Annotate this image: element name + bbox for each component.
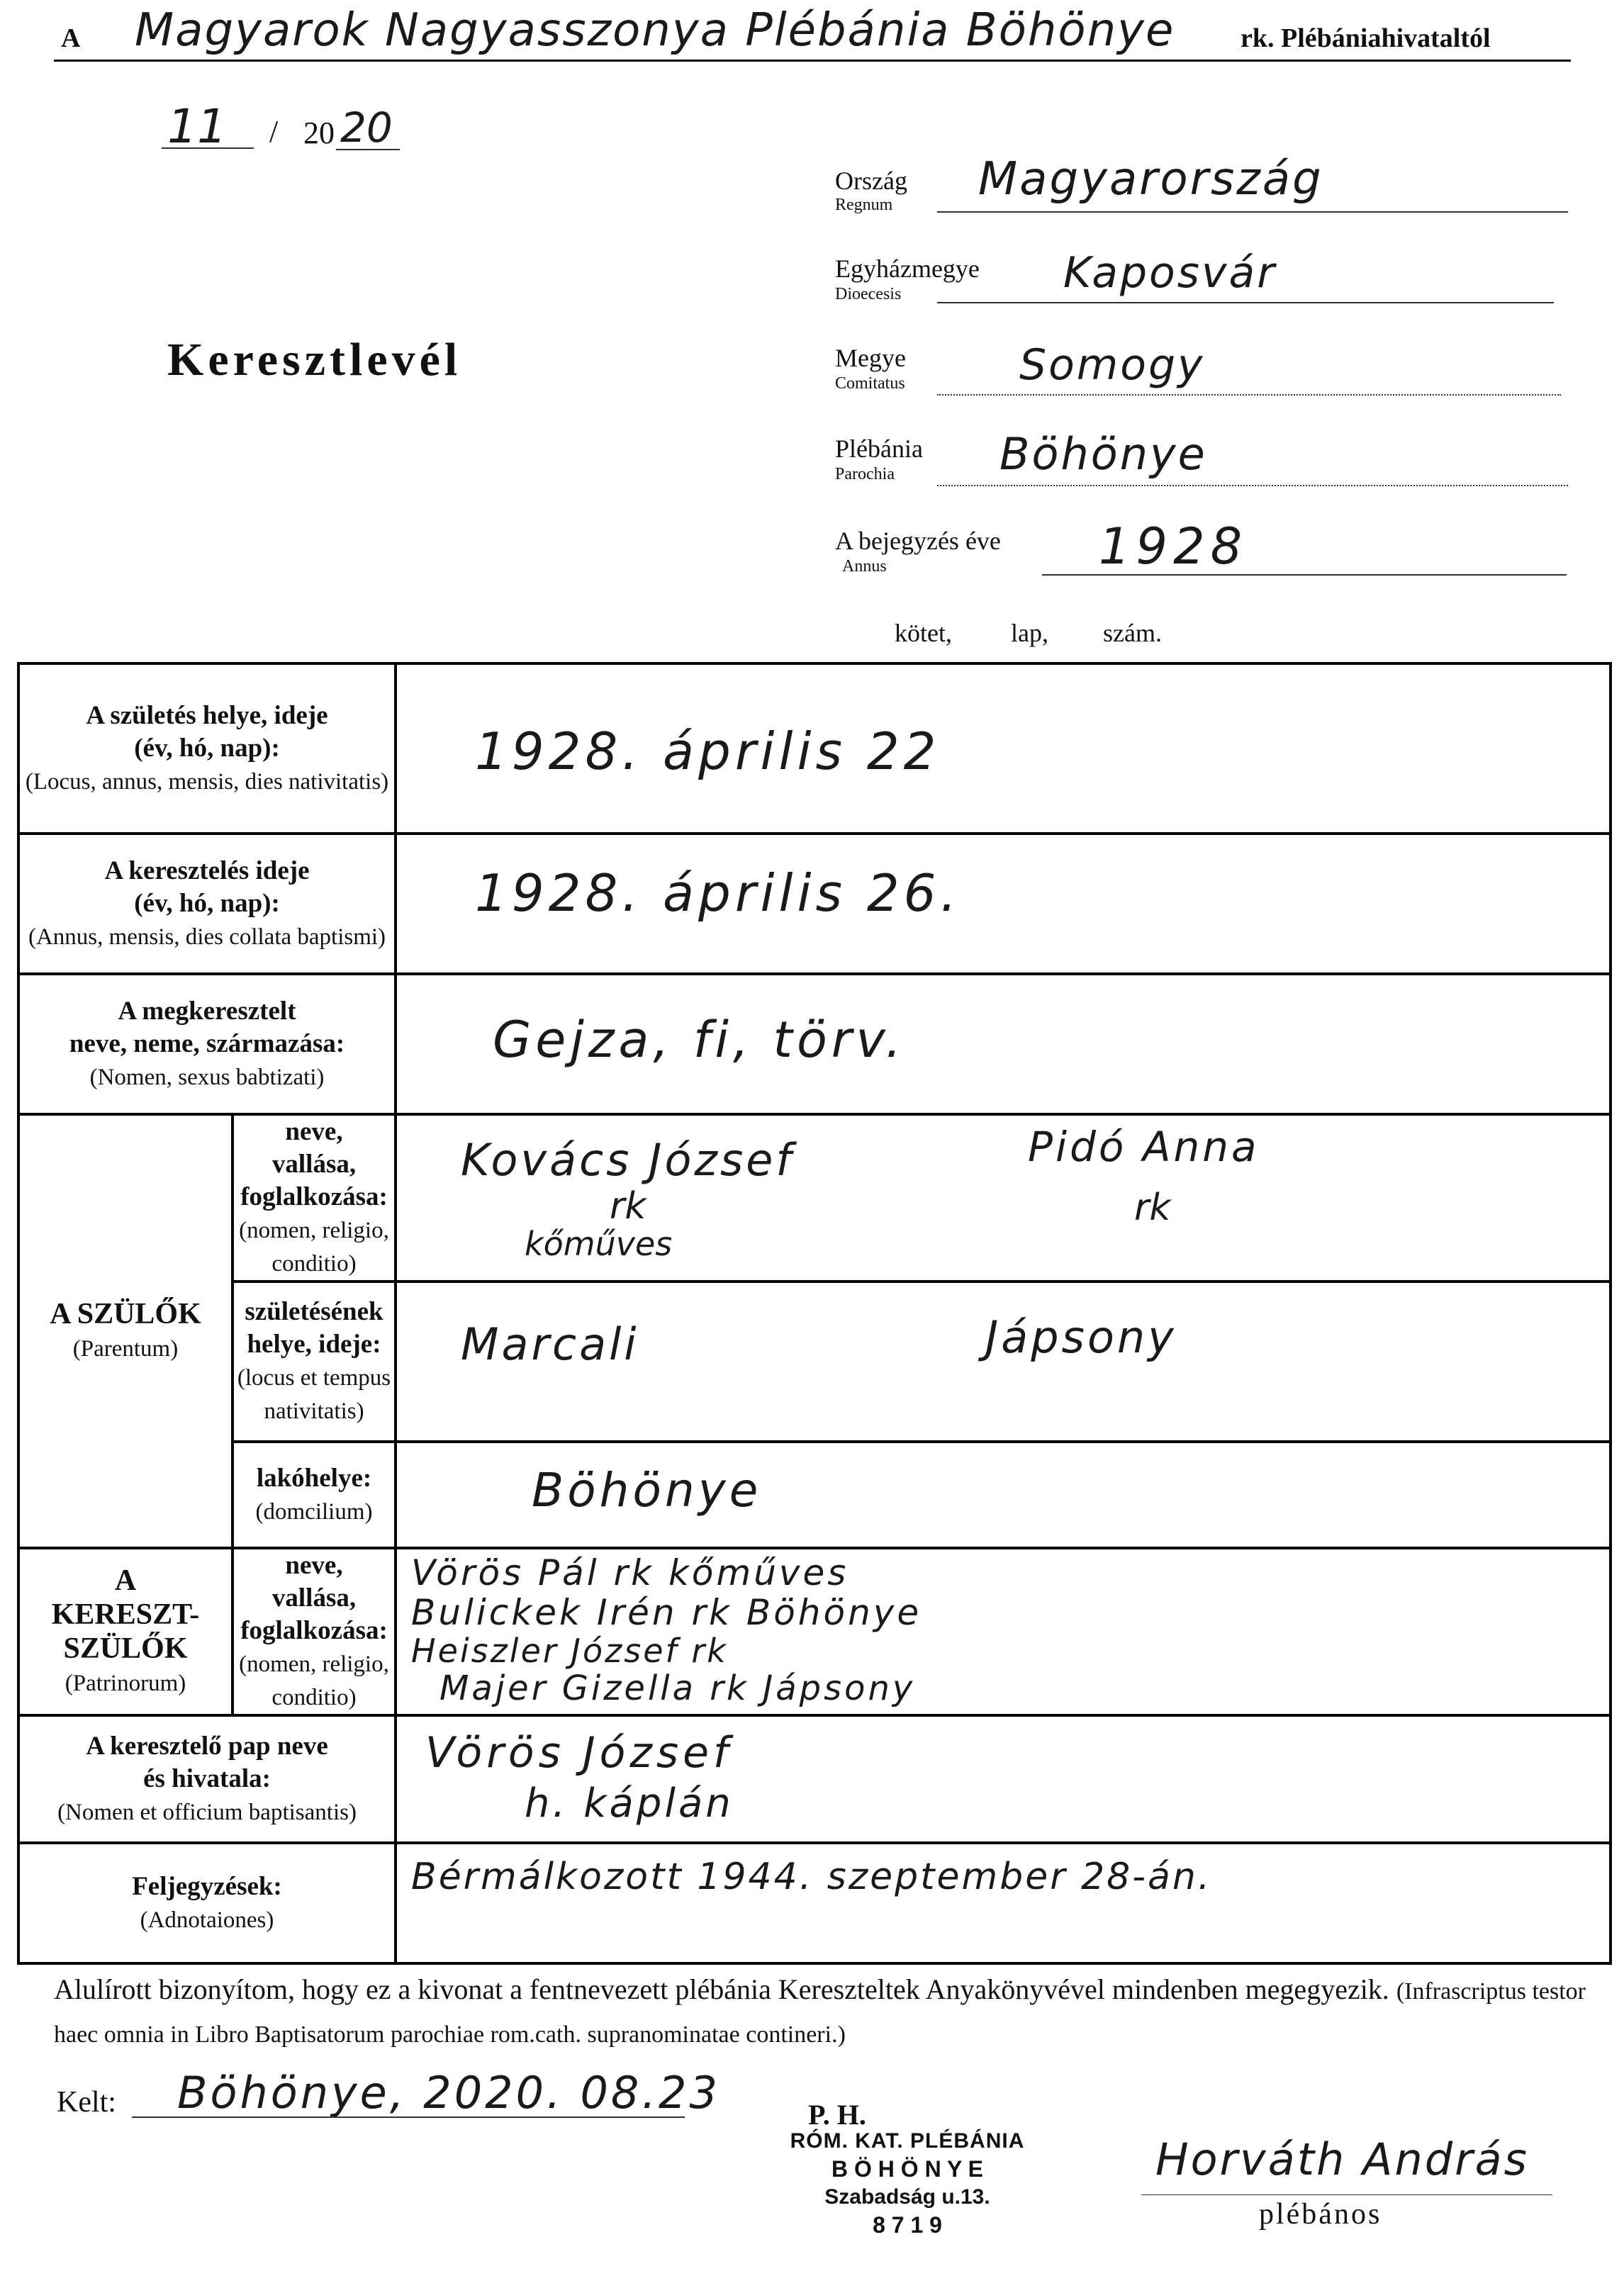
meta-country-label: Ország — [835, 167, 907, 195]
meta-county-latin: Comitatus — [835, 374, 905, 393]
meta-diocese-latin: Dioecesis — [835, 285, 902, 303]
kelt-label: Kelt: — [57, 2086, 116, 2119]
meta-county-label: Megye — [835, 344, 906, 372]
document-title: Keresztlevél — [167, 334, 462, 386]
meta-country-latin: Regnum — [835, 196, 893, 214]
header-prefix: A — [61, 23, 81, 53]
notes-label: Feljegyzések: — [132, 1871, 282, 1901]
kelt-line — [132, 2116, 685, 2118]
meta-year-latin: Annus — [842, 557, 887, 576]
godparents-group-cell — [18, 1548, 233, 1715]
godparent-3: Heiszler József rk — [411, 1632, 728, 1670]
godparents-group-line3: SZÜLŐK — [63, 1632, 188, 1665]
register-page-label: lap, — [1011, 619, 1048, 647]
godparents-label-line3: foglalkozása: — [240, 1616, 388, 1645]
godparent-1: Vörös Pál rk kőműves — [411, 1552, 849, 1593]
birth-label-line1: A születés helye, ideje — [86, 700, 328, 730]
father-name: Kovács József — [461, 1134, 795, 1186]
father-occupation: kőműves — [525, 1225, 673, 1263]
mother-name: Pidó Anna — [1028, 1123, 1260, 1171]
header-suffix: rk. Plébániahivataltól — [1241, 23, 1491, 53]
birth-latin: (Locus, annus, mensis, dies nativitatis) — [25, 768, 389, 795]
meta-diocese-value: Kaposvár — [1063, 248, 1277, 298]
baptism-record-table — [17, 662, 1612, 1965]
residence-latin: (domcilium) — [255, 1498, 373, 1525]
header-underline — [54, 60, 1571, 62]
kelt-value: Böhönye, 2020. 08.23 — [177, 2067, 720, 2119]
parents-name-value-cell — [396, 1114, 1611, 1282]
ref-number: 11 — [167, 99, 227, 154]
attestation-latin: (Infrascriptus testor haec omnia in Libro Baptisatorum parochiae rom.cath. supranominatae contineri.) — [54, 1978, 1586, 2048]
godparents-label-line2: vallása, — [271, 1583, 357, 1613]
ref-separator: / — [269, 114, 279, 149]
godparents-value-cell — [396, 1548, 1611, 1715]
parents-group-latin: (Parentum) — [72, 1335, 179, 1362]
ph-label: P. H. — [808, 2099, 866, 2131]
row-parents-birth — [18, 1282, 1611, 1442]
priest-value-cell — [396, 1715, 1611, 1843]
priest-label-cell — [18, 1715, 396, 1843]
notes-value-cell — [396, 1843, 1611, 1963]
parents-birth-latin-line1: (locus et tempus — [237, 1365, 391, 1391]
parents-birth-latin-line2: nativitatis) — [264, 1398, 364, 1424]
baptism-label-line1: A keresztelés ideje — [104, 856, 310, 885]
meta-parish-latin: Parochia — [835, 465, 895, 483]
notes-value: Bérmálkozott 1944. szeptember 28-án. — [411, 1856, 1212, 1898]
godparent-4: Majer Gizella rk Jápsony — [439, 1669, 916, 1708]
baptism-value: 1928. április 26. — [475, 863, 961, 923]
meta-diocese-label: Egyházmegye — [835, 254, 980, 283]
birth-value-cell — [396, 663, 1611, 834]
signer-title: plébános — [1259, 2198, 1382, 2231]
parents-name-latin: (nomen, religio, conditio) — [239, 1218, 389, 1277]
baptism-latin: (Annus, mensis, dies collata baptismi) — [28, 924, 386, 950]
meta-county-line — [937, 394, 1561, 396]
meta-country-value: Magyarország — [978, 153, 1323, 206]
baptized-label-line1: A megkeresztelt — [118, 996, 296, 1026]
residence-label: lakóhelye: — [256, 1463, 372, 1493]
godparents-group-latin: (Patrinorum) — [65, 1670, 186, 1696]
meta-year-line — [1042, 574, 1567, 576]
parents-name-label-cell — [233, 1114, 396, 1282]
ref-year-prefix: 20 — [303, 116, 335, 150]
register-volume-label: kötet, — [895, 619, 952, 647]
godparents-latin: (nomen, religio, conditio) — [239, 1652, 389, 1710]
attestation-text — [54, 1969, 1592, 2056]
stamp-line-2: B Ö H Ö N Y E — [831, 2156, 983, 2182]
parents-name-label-line3: foglalkozása: — [240, 1182, 388, 1211]
residence-value: Böhönye — [532, 1463, 762, 1518]
stamp-line-1: RÓM. KAT. PLÉBÁNIA — [790, 2129, 1025, 2153]
mother-religion: rk — [1134, 1187, 1171, 1229]
parish-name-handwritten: Magyarok Nagyasszonya Plébánia Böhönye — [135, 4, 1175, 57]
row-notes — [18, 1843, 1611, 1963]
godparents-group-line2: KERESZT- — [51, 1598, 200, 1631]
residence-label-cell — [233, 1442, 396, 1548]
baptized-label-cell — [18, 974, 396, 1114]
row-birth — [18, 663, 1611, 834]
birth-value: 1928. április 22 — [475, 722, 941, 781]
parents-birth-label-line2: helye, ideje: — [247, 1330, 381, 1359]
ref-year-suffix: 20 — [340, 103, 393, 152]
meta-diocese-line — [937, 302, 1554, 303]
baptism-label-cell — [18, 834, 396, 974]
row-parents-residence — [18, 1442, 1611, 1548]
parents-birth-label-line1: születésének — [245, 1297, 383, 1326]
notes-latin: (Adnotaiones) — [140, 1907, 274, 1933]
residence-value-cell — [396, 1442, 1611, 1548]
baptized-value-cell — [396, 974, 1611, 1114]
priest-label-line2: és hivatala: — [143, 1763, 271, 1793]
meta-county-value: Somogy — [1019, 340, 1205, 390]
meta-parish-label: Plébánia — [835, 434, 923, 463]
parish-stamp — [766, 2129, 1049, 2238]
meta-year-label: A bejegyzés éve — [835, 527, 1001, 555]
parents-name-label-line2: vallása, — [271, 1150, 357, 1179]
birth-label-cell — [18, 663, 396, 834]
priest-office: h. káplán — [525, 1781, 734, 1827]
parents-group-label: A SZÜLŐK — [50, 1297, 201, 1330]
notes-label-cell — [18, 1843, 396, 1963]
stamp-line-3: Szabadság u.13. — [824, 2185, 990, 2209]
baptism-label-line2: (év, hó, nap): — [134, 888, 280, 918]
ref-number-line — [162, 147, 254, 149]
father-religion: rk — [610, 1185, 646, 1228]
meta-parish-line — [937, 485, 1568, 486]
godparents-label-cell — [233, 1548, 396, 1715]
baptized-value: Gejza, fi, törv. — [493, 1011, 906, 1069]
register-number-label: szám. — [1103, 619, 1162, 647]
attestation-main: Alulírott bizonyítom, hogy ez a kivonat a fentnevezett plébánia Kereszteltek Anyakönyvével mindenben megegyezik. — [54, 1973, 1389, 2005]
meta-country-line — [937, 211, 1568, 213]
stamp-line-4: 8 7 1 9 — [873, 2212, 942, 2238]
meta-year-value: 1928 — [1099, 517, 1248, 576]
row-parents-name — [18, 1114, 1611, 1282]
parents-name-label-line1: neve, — [285, 1117, 343, 1146]
row-baptism — [18, 834, 1611, 974]
priest-label-line1: A keresztelő pap neve — [86, 1731, 328, 1761]
parents-birth-label-cell — [233, 1282, 396, 1442]
godparent-2: Bulickek Irén rk Böhönye — [411, 1592, 922, 1633]
row-godparents — [18, 1548, 1611, 1715]
baptized-label-line2: neve, neme, származása: — [69, 1028, 345, 1058]
signature-line — [1141, 2194, 1552, 2195]
baptism-value-cell — [396, 834, 1611, 974]
father-birthplace: Marcali — [461, 1318, 639, 1370]
priest-name: Vörös József — [425, 1728, 733, 1778]
priest-signature: Horváth András — [1155, 2133, 1529, 2185]
priest-latin: (Nomen et officium baptisantis) — [57, 1799, 357, 1825]
mother-birthplace: Jápsony — [985, 1311, 1177, 1363]
parents-group-cell — [18, 1114, 233, 1548]
godparents-group-line1: A — [114, 1564, 137, 1597]
meta-parish-value: Böhönye — [999, 428, 1207, 480]
baptized-latin: (Nomen, sexus babtizati) — [89, 1064, 325, 1090]
ref-year-line — [336, 149, 400, 150]
parents-birth-value-cell — [396, 1282, 1611, 1442]
row-priest — [18, 1715, 1611, 1843]
birth-label-line2: (év, hó, nap): — [134, 733, 280, 763]
godparents-label-line1: neve, — [285, 1551, 343, 1580]
row-baptized — [18, 974, 1611, 1114]
